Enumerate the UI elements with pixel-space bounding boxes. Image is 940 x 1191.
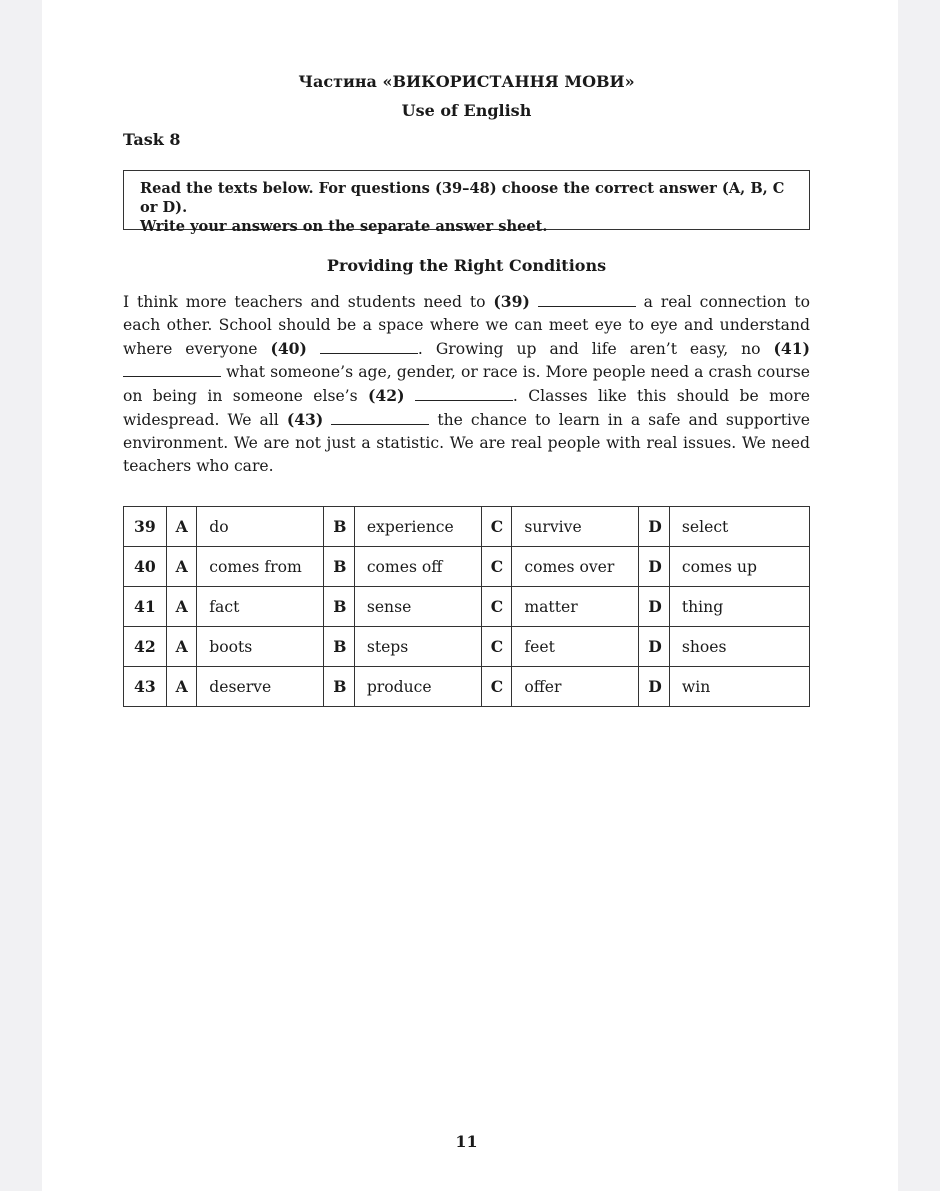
section-subtitle: Use of English <box>401 101 532 120</box>
option-c: offer <box>512 667 639 707</box>
instructions-line-2: Write your answers on the separate answer sheet. <box>140 218 548 235</box>
question-42-marker: (42) <box>368 386 405 405</box>
passage-segment: I think more teachers and students need to <box>123 293 494 311</box>
question-39-marker: (39) <box>493 292 530 311</box>
passage-segment: . Classes like this should be more widespread. We all <box>123 387 810 429</box>
option-a: do <box>197 507 324 547</box>
answer-options-table <box>123 506 810 707</box>
page-number: 11 <box>455 1132 478 1151</box>
option-c: feet <box>512 627 639 667</box>
table-row <box>124 587 810 627</box>
question-number: 42 <box>124 627 167 667</box>
option-c: matter <box>512 587 639 627</box>
option-letter: C <box>481 507 512 547</box>
option-letter: B <box>324 587 355 627</box>
option-a: boots <box>197 627 324 667</box>
question-number: 41 <box>124 587 167 627</box>
option-b: experience <box>354 507 481 547</box>
blank-43 <box>331 410 429 425</box>
question-40-marker: (40) <box>270 339 307 358</box>
option-c: comes over <box>512 547 639 587</box>
option-b: comes off <box>354 547 481 587</box>
passage-segment: the chance to learn in a safe and supportive environment. We are not just a statistic. We are real people with real issues. We need teachers who care. <box>123 411 811 475</box>
option-letter: D <box>639 587 670 627</box>
passage-segment: . Growing up and life aren’t easy, no <box>417 340 774 358</box>
option-letter: C <box>481 547 512 587</box>
blank-40 <box>320 339 418 354</box>
option-b: sense <box>354 587 481 627</box>
option-letter: B <box>324 507 355 547</box>
question-43-marker: (43) <box>286 410 324 429</box>
document-page <box>42 0 898 1191</box>
blank-42 <box>415 386 513 401</box>
option-letter: C <box>481 667 512 707</box>
passage-segment: what someone’s age, gender, or race is. More people need a crash course on being in someone else’s <box>123 363 810 405</box>
table-row <box>124 667 810 707</box>
text-title: Providing the Right Conditions <box>326 256 607 275</box>
blank-39 <box>538 292 636 307</box>
instructions-line-1: Read the texts below. For questions (39–48) choose the correct answer (A, B, C or D). <box>140 180 785 216</box>
part-title: Частина «ВИКОРИСТАННЯ МОВИ» <box>298 72 635 91</box>
option-a: comes from <box>197 547 324 587</box>
option-d: comes up <box>669 547 809 587</box>
reading-passage <box>123 290 810 478</box>
question-number: 39 <box>124 507 167 547</box>
task-heading: Task 8 <box>123 130 181 149</box>
option-letter: D <box>639 667 670 707</box>
table-row <box>124 627 810 667</box>
option-letter: C <box>481 587 512 627</box>
table-row <box>124 547 810 587</box>
table-row <box>124 507 810 547</box>
option-letter: D <box>639 627 670 667</box>
blank-41 <box>123 362 221 377</box>
question-number: 40 <box>124 547 167 587</box>
option-letter: A <box>166 627 197 667</box>
question-number: 43 <box>124 667 167 707</box>
option-d: thing <box>669 587 809 627</box>
option-letter: B <box>324 667 355 707</box>
option-letter: B <box>324 627 355 667</box>
option-letter: A <box>166 587 197 627</box>
option-d: shoes <box>669 627 809 667</box>
option-c: survive <box>512 507 639 547</box>
option-a: deserve <box>197 667 324 707</box>
option-letter: C <box>481 627 512 667</box>
passage-segment: a real connection to each other. School should be a space where we can meet eye to eye and understand where everyone <box>123 293 810 358</box>
option-b: produce <box>354 667 481 707</box>
option-letter: D <box>639 547 670 587</box>
option-d: win <box>669 667 809 707</box>
option-letter: D <box>639 507 670 547</box>
option-letter: A <box>166 507 197 547</box>
question-41-marker: (41) <box>773 339 811 358</box>
option-letter: A <box>166 547 197 587</box>
option-letter: B <box>324 547 355 587</box>
instructions-box <box>123 170 810 235</box>
option-d: select <box>669 507 809 547</box>
option-a: fact <box>197 587 324 627</box>
option-b: steps <box>354 627 481 667</box>
option-letter: A <box>166 667 197 707</box>
